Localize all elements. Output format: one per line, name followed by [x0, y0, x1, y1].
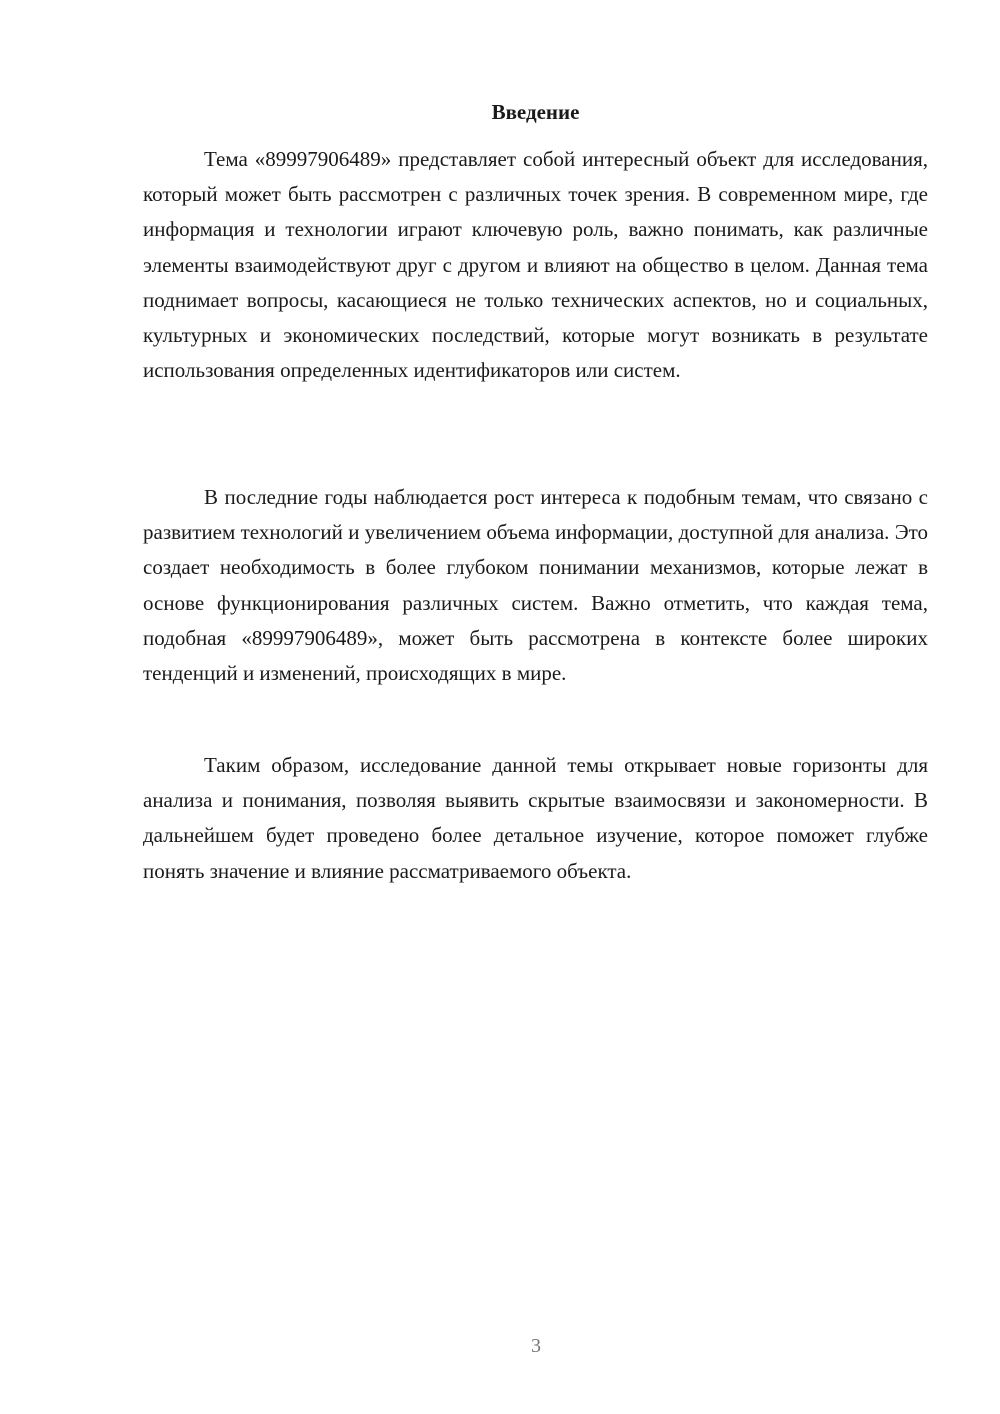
- paragraph-3: Таким образом, исследование данной темы открывает новые горизонты для анализа и понимания, позволяя выявить скрытые взаимосвязи и закономерности. В дальнейшем будет проведено более детальное изучение, которое поможет глубже понять значение и влияние рассматриваемого объекта.: [143, 753, 928, 883]
- section-heading: Введение: [491, 100, 580, 124]
- paragraph-1: Тема «89997906489» представляет собой интересный объект для исследования, который может быть рассмотрен с различных точек зрения. В современном мире, где информация и технологии играют ключевую роль, важно понимать, как различные элементы взаимодействуют друг с другом и влияют на общество в целом. Данная тема поднимает вопросы, касающиеся не только технических аспектов, но и социальных, культурных и экономических последствий, которые могут возникать в результате использования определенных идентификаторов или систем.: [143, 147, 928, 383]
- page-number: 3: [531, 1335, 541, 1357]
- paragraph-2: В последние годы наблюдается рост интереса к подобным темам, что связано с развитием технологий и увеличением объема информации, доступной для анализа. Это создает необходимость в более глубоком понимании механизмов, которые лежат в основе функционирования различных систем. Важно отметить, что каждая тема, подобная «89997906489», может быть рассмотрена в контексте более широких тенденций и изменений, происходящих в мире.: [143, 485, 928, 686]
